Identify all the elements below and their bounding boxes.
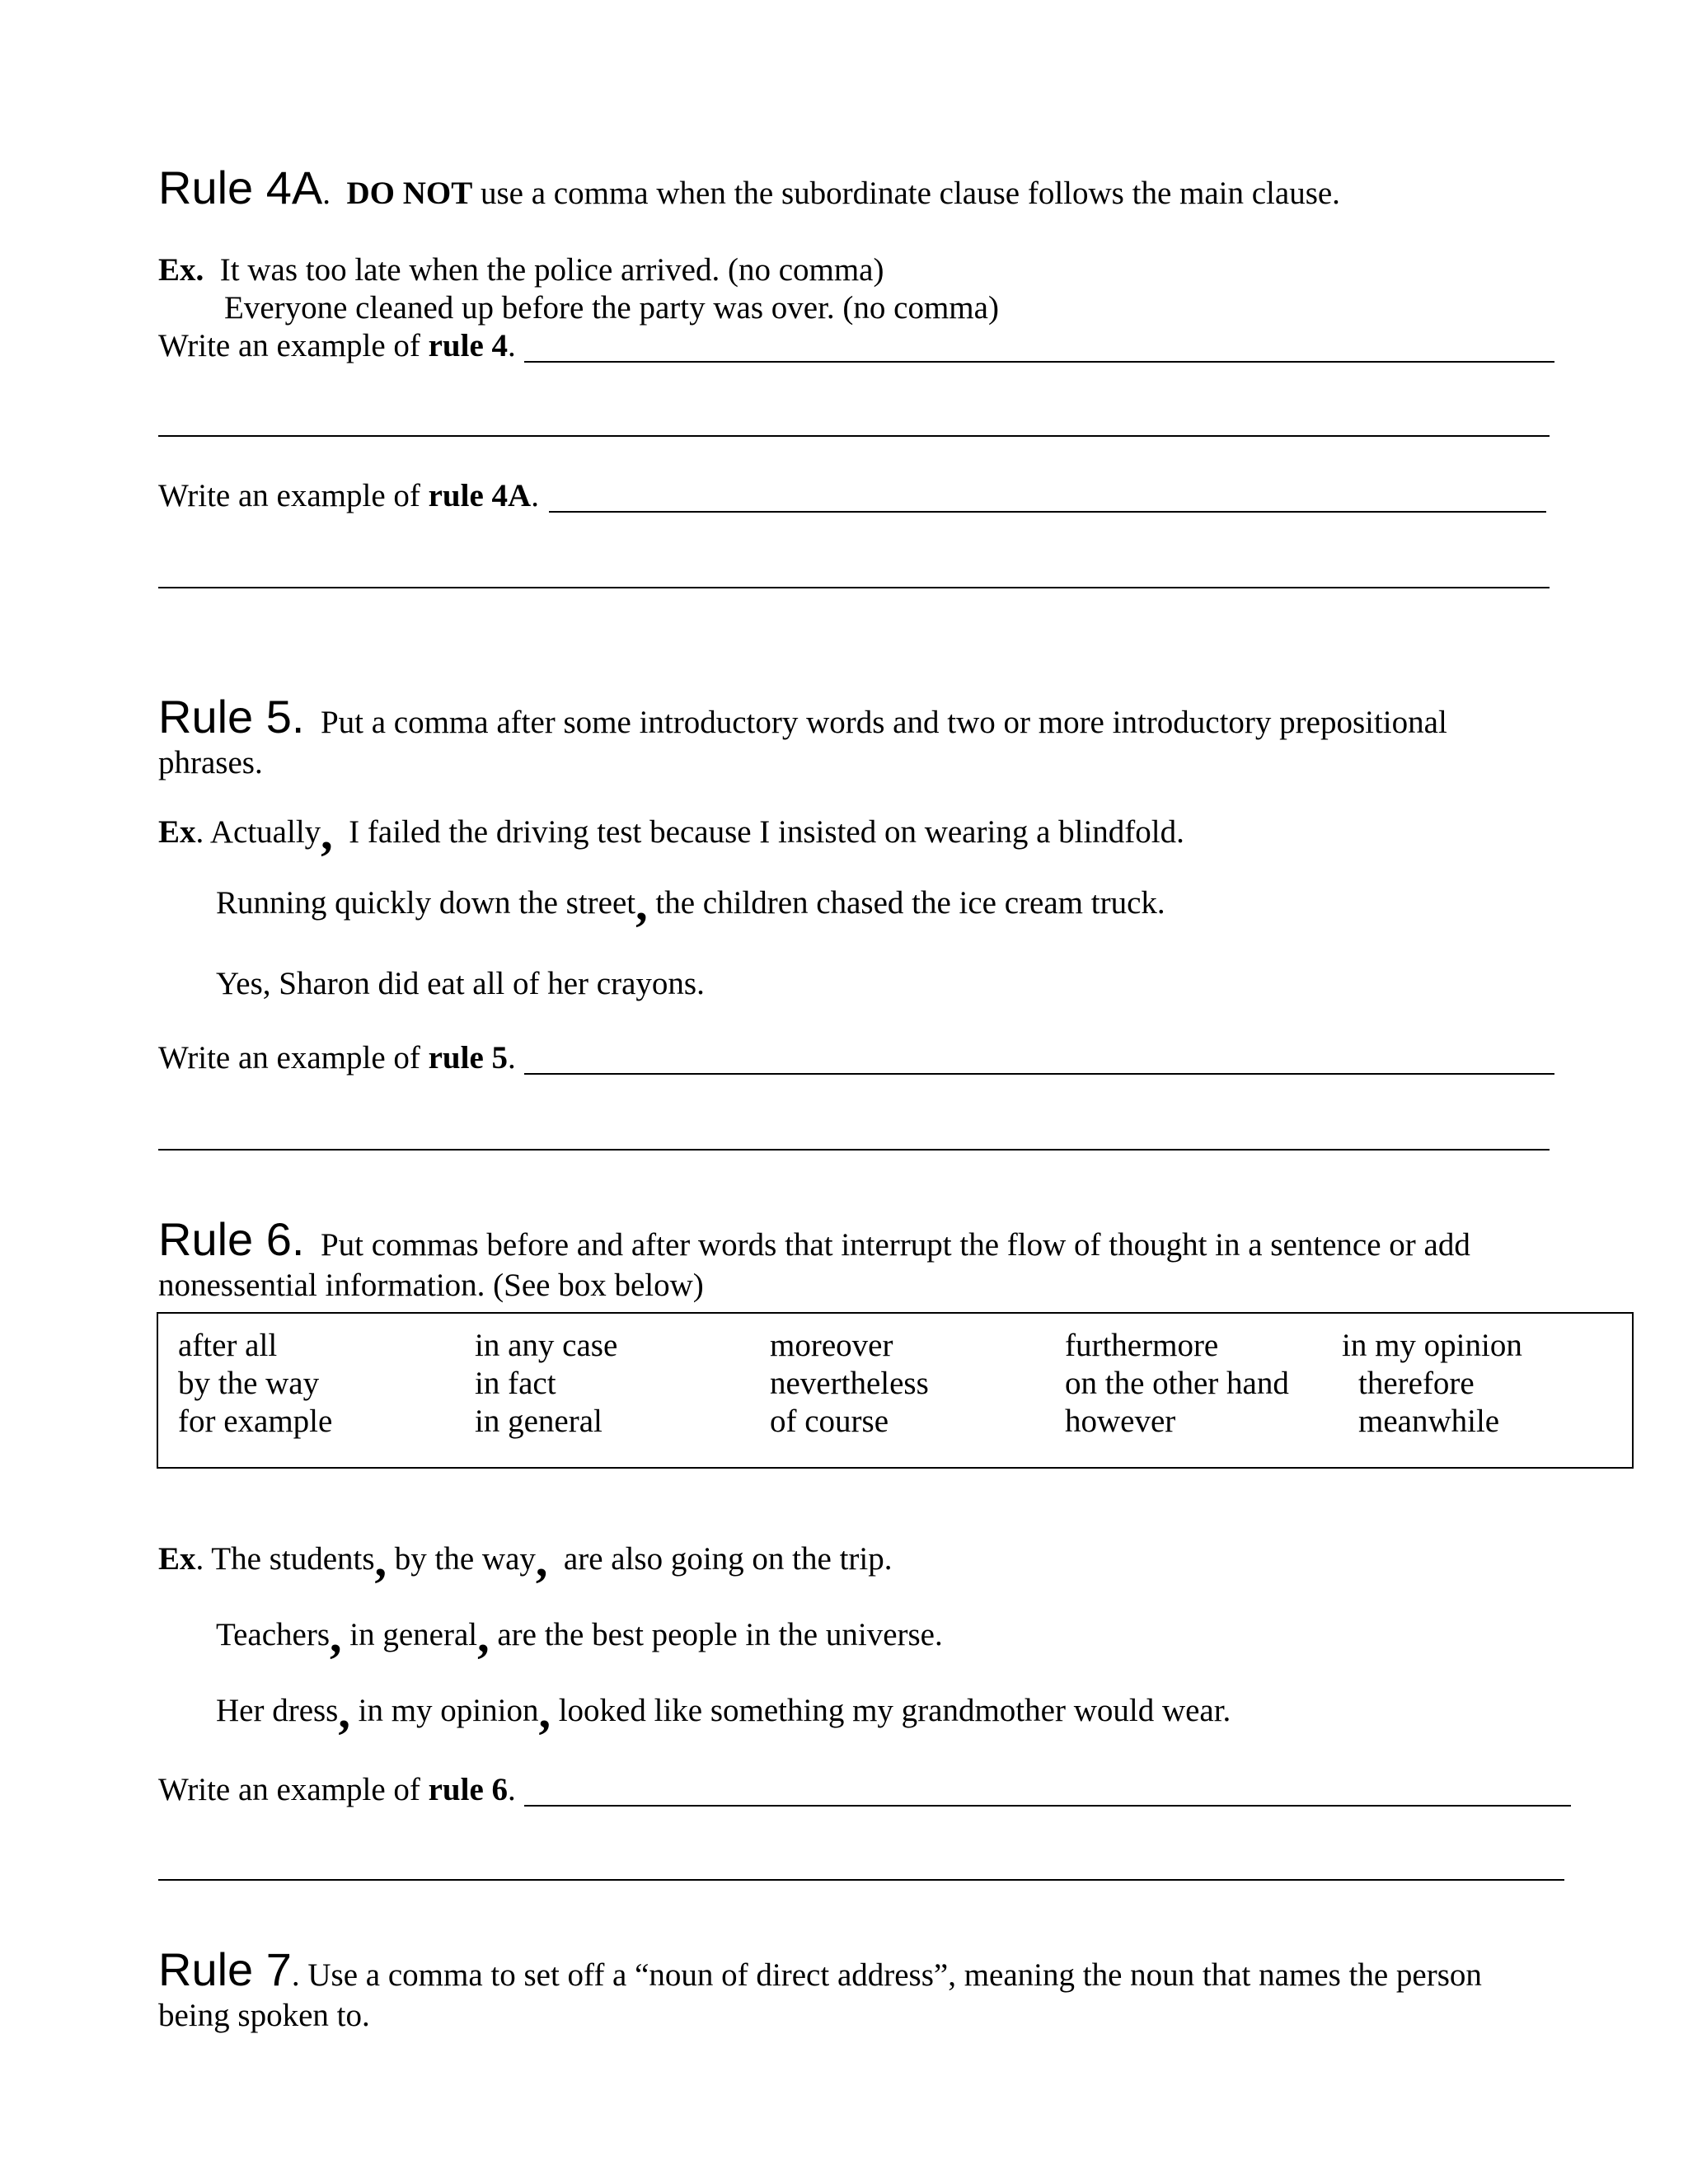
prompt-rule-name: rule 4 — [428, 328, 509, 363]
big-comma: , — [538, 1685, 551, 1738]
rule-5-label: Rule 5. — [158, 691, 305, 743]
rule-5-text-line-2: phrases. — [158, 745, 263, 780]
box-column-5 — [1342, 1327, 1522, 1441]
answer-line-rule-5-a[interactable] — [524, 1073, 1554, 1075]
rule-5-heading — [158, 691, 1447, 743]
rule-5-example-2 — [216, 877, 1165, 930]
rule-7-label: Rule 7 — [158, 1943, 292, 1995]
big-comma: , — [635, 877, 648, 930]
big-comma: , — [477, 1609, 490, 1662]
rule-6-example-2 — [216, 1609, 943, 1662]
box-word: nevertheless — [770, 1366, 929, 1401]
rule-4a-ex2-text: Everyone cleaned up before the party was over. (no comma) — [224, 290, 999, 326]
rule-6-ex2-a: Teachers — [216, 1617, 331, 1652]
rule-6-label: Rule 6. — [158, 1213, 305, 1265]
rule-4a-example-2 — [224, 292, 999, 324]
prompt-rule-4 — [158, 330, 516, 362]
box-word: in any case — [475, 1328, 618, 1363]
box-word: for example — [178, 1404, 333, 1439]
rule-6-ex3-b: in my opinion — [349, 1693, 539, 1728]
prompt-rule-name: rule 5 — [428, 1040, 509, 1076]
box-column-4 — [1065, 1327, 1289, 1441]
transition-words-box — [157, 1312, 1634, 1469]
answer-line-rule-5-b[interactable] — [158, 1149, 1550, 1151]
rule-4a-do-not: DO NOT — [346, 176, 473, 211]
rule-4a-example-1 — [158, 254, 884, 286]
rule-6-ex3-a: Her dress — [216, 1693, 339, 1728]
rule-6-example-3 — [216, 1685, 1231, 1738]
box-word: however — [1065, 1404, 1176, 1439]
box-column-1 — [178, 1327, 332, 1441]
rule-6-ex2-c: are the best people in the universe. — [489, 1617, 943, 1652]
box-word: moreover — [770, 1328, 893, 1363]
rule-6-ex2-b: in general — [341, 1617, 478, 1652]
box-word: on the other hand — [1065, 1366, 1289, 1401]
big-comma: , — [330, 1609, 342, 1662]
ex-label: Ex — [158, 1541, 196, 1577]
rule-6-text-line-1: Put commas before and after words that interrupt the flow of thought in a sentence or add — [320, 1227, 1470, 1263]
prompt-rule-6 — [158, 1774, 516, 1806]
box-word: by the way — [178, 1366, 320, 1401]
rule-6-text-line-2: nonessential information. (See box below) — [158, 1268, 704, 1303]
prompt-prefix: Write an example of — [158, 1040, 429, 1076]
rule-6-ex1-b: by the way — [387, 1541, 536, 1577]
answer-line-rule-4-a[interactable] — [524, 361, 1554, 363]
rule-5-ex1-rest: I failed the driving test because I insisted on wearing a blindfold. — [349, 814, 1184, 850]
rule-4a-heading — [158, 162, 1340, 213]
ex-label: Ex. — [158, 252, 204, 288]
rule-5-ex1-start: . Actually — [195, 814, 321, 850]
answer-line-rule-6-b[interactable] — [158, 1879, 1564, 1881]
rule-6-ex1-a: . The students — [195, 1541, 375, 1577]
rule-6-heading — [158, 1213, 1470, 1265]
rule-5-ex2-a: Running quickly down the street — [216, 885, 636, 921]
answer-line-rule-4a-a[interactable] — [549, 511, 1546, 513]
box-word: after all — [178, 1328, 278, 1363]
rule-6-ex3-c: looked like something my grandmother would wear. — [550, 1693, 1231, 1728]
big-comma: , — [321, 806, 333, 860]
rule-4a-text: use a comma when the subordinate clause follows the main clause. — [472, 176, 1340, 211]
box-word: of course — [770, 1404, 889, 1439]
box-word: therefore — [1358, 1366, 1475, 1401]
prompt-prefix: Write an example of — [158, 1772, 429, 1807]
box-word: furthermore — [1065, 1328, 1219, 1363]
rule-5-ex2-b: the children chased the ice cream truck. — [647, 885, 1165, 921]
rule-7-heading — [158, 1943, 1482, 1995]
box-column-3 — [770, 1327, 929, 1441]
prompt-rule-5 — [158, 1042, 516, 1074]
prompt-suffix: . — [508, 1040, 516, 1076]
rule-5-text-line-1: Put a comma after some introductory words and two or more introductory prepositional — [320, 705, 1447, 740]
prompt-prefix: Write an example of — [158, 328, 429, 363]
answer-line-rule-6-a[interactable] — [524, 1805, 1571, 1807]
big-comma: , — [535, 1533, 548, 1586]
rule-4a-label: Rule 4A — [158, 162, 323, 213]
rule-4a-period: . — [322, 176, 331, 211]
prompt-suffix: . — [508, 328, 516, 363]
rule-7-text-line-1: . Use a comma to set off a “noun of direct address”, meaning the noun that names the person — [291, 1957, 1482, 1993]
rule-4a-ex1-text: It was too late when the police arrived. (no comma) — [219, 252, 884, 288]
rule-5-example-3: Yes, Sharon did eat all of her crayons. — [216, 966, 705, 1001]
rule-7-text-line-2: being spoken to. — [158, 1998, 370, 2033]
rule-6-ex1-c: are also going on the trip. — [563, 1541, 893, 1577]
box-word: in fact — [475, 1366, 556, 1401]
prompt-suffix: . — [508, 1772, 516, 1807]
box-word: in general — [475, 1404, 603, 1439]
big-comma: , — [374, 1533, 387, 1586]
box-word: meanwhile — [1358, 1404, 1500, 1439]
prompt-prefix: Write an example of — [158, 478, 429, 513]
rule-5-example-1 — [158, 806, 1184, 860]
prompt-suffix: . — [531, 478, 539, 513]
answer-line-rule-4a-b[interactable] — [158, 587, 1550, 588]
big-comma: , — [338, 1685, 350, 1738]
box-word: in my opinion — [1342, 1328, 1522, 1363]
rule-6-example-1 — [158, 1533, 893, 1586]
prompt-rule-name: rule 6 — [428, 1772, 509, 1807]
prompt-rule-4a — [158, 480, 539, 512]
ex-label: Ex — [158, 814, 196, 850]
box-column-2 — [475, 1327, 617, 1441]
prompt-rule-name: rule 4A — [428, 478, 532, 513]
answer-line-rule-4-b[interactable] — [158, 435, 1550, 437]
